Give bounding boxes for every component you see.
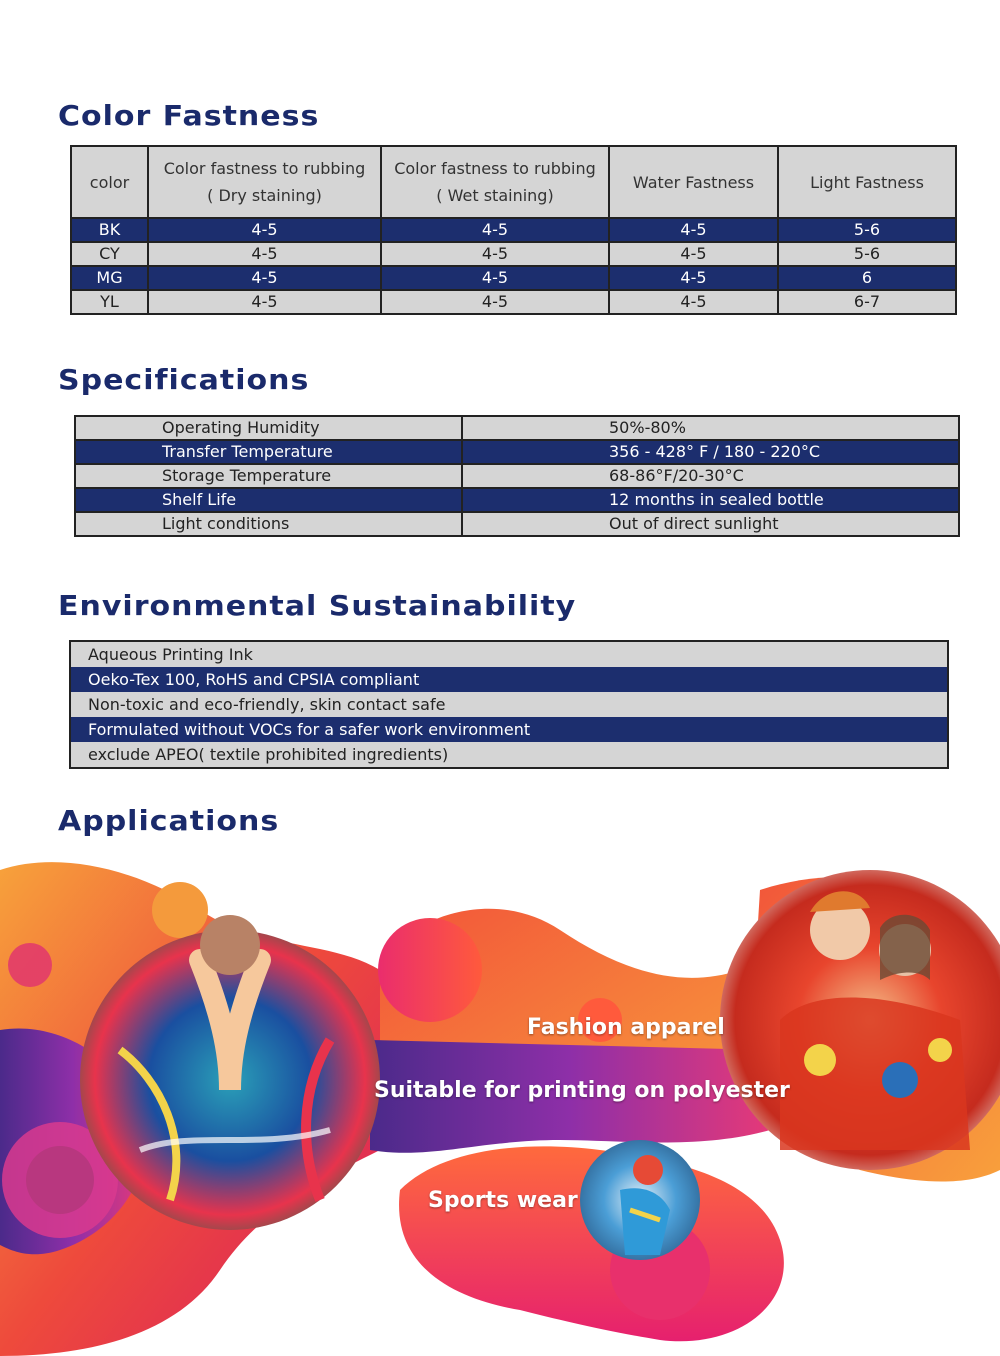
- spec-value: 12 months in sealed bottle: [462, 488, 959, 512]
- header-light: Light Fastness: [778, 146, 956, 218]
- cell-dry: 4-5: [148, 218, 381, 242]
- cell-water: 4-5: [609, 242, 778, 266]
- polyester-label: Suitable for printing on polyester: [374, 1078, 790, 1103]
- spec-key: Operating Humidity: [75, 416, 462, 440]
- cell-light: 6-7: [778, 290, 956, 314]
- header-dry-rubbing: [148, 146, 381, 218]
- header-wet-rubbing: [381, 146, 609, 218]
- color-fastness-table: [70, 145, 957, 315]
- list-item: Aqueous Printing Ink: [71, 642, 947, 667]
- cell-wet: 4-5: [381, 266, 609, 290]
- cell-water: 4-5: [609, 266, 778, 290]
- table-row: [71, 290, 956, 314]
- spec-key: Transfer Temperature: [75, 440, 462, 464]
- table-row: [71, 266, 956, 290]
- cell-light: 5-6: [778, 218, 956, 242]
- table-row: [71, 242, 956, 266]
- specifications-heading: Specifications: [58, 364, 310, 397]
- applications-graphic: [0, 850, 1000, 1356]
- cell-wet: 4-5: [381, 290, 609, 314]
- specifications-table: [74, 415, 960, 537]
- cell-light: 5-6: [778, 242, 956, 266]
- table-header-row: [71, 146, 956, 218]
- spec-row: [75, 488, 959, 512]
- list-item: Non-toxic and eco-friendly, skin contact safe: [71, 692, 947, 717]
- spec-row: [75, 512, 959, 536]
- cell-wet: 4-5: [381, 218, 609, 242]
- spec-key: Light conditions: [75, 512, 462, 536]
- list-item: Oeko-Tex 100, RoHS and CPSIA compliant: [71, 667, 947, 692]
- header-dry-line2: ( Dry staining): [207, 186, 322, 205]
- cell-color: CY: [71, 242, 148, 266]
- fashion-apparel-label: Fashion apparel: [527, 1015, 725, 1040]
- cell-water: 4-5: [609, 290, 778, 314]
- spec-value: 50%-80%: [462, 416, 959, 440]
- cell-color: BK: [71, 218, 148, 242]
- cell-color: YL: [71, 290, 148, 314]
- cell-wet: 4-5: [381, 242, 609, 266]
- spec-row: [75, 416, 959, 440]
- spec-value: Out of direct sunlight: [462, 512, 959, 536]
- header-water: Water Fastness: [609, 146, 778, 218]
- cell-dry: 4-5: [148, 290, 381, 314]
- environment-list: [69, 640, 949, 769]
- environment-heading: Environmental Sustainability: [58, 590, 577, 623]
- header-wet-line1: Color fastness to rubbing: [394, 159, 596, 178]
- cell-light: 6: [778, 266, 956, 290]
- header-color: color: [71, 146, 148, 218]
- header-dry-line1: Color fastness to rubbing: [163, 159, 366, 178]
- applications-heading: Applications: [58, 805, 280, 838]
- cell-color: MG: [71, 266, 148, 290]
- table-row: [71, 218, 956, 242]
- applications-art: [0, 850, 1000, 1356]
- cell-water: 4-5: [609, 218, 778, 242]
- spec-row: [75, 440, 959, 464]
- spec-value: 68-86°F/20-30°C: [462, 464, 959, 488]
- spec-row: [75, 464, 959, 488]
- header-wet-line2: ( Wet staining): [436, 186, 554, 205]
- list-item: Formulated without VOCs for a safer work environment: [71, 717, 947, 742]
- sports-wear-label: Sports wear: [428, 1188, 578, 1213]
- cell-dry: 4-5: [148, 242, 381, 266]
- cell-dry: 4-5: [148, 266, 381, 290]
- spec-key: Storage Temperature: [75, 464, 462, 488]
- spec-key: Shelf Life: [75, 488, 462, 512]
- list-item: exclude APEO( textile prohibited ingredients): [71, 742, 947, 767]
- spec-value: 356 - 428° F / 180 - 220°C: [462, 440, 959, 464]
- color-fastness-heading: Color Fastness: [58, 100, 320, 133]
